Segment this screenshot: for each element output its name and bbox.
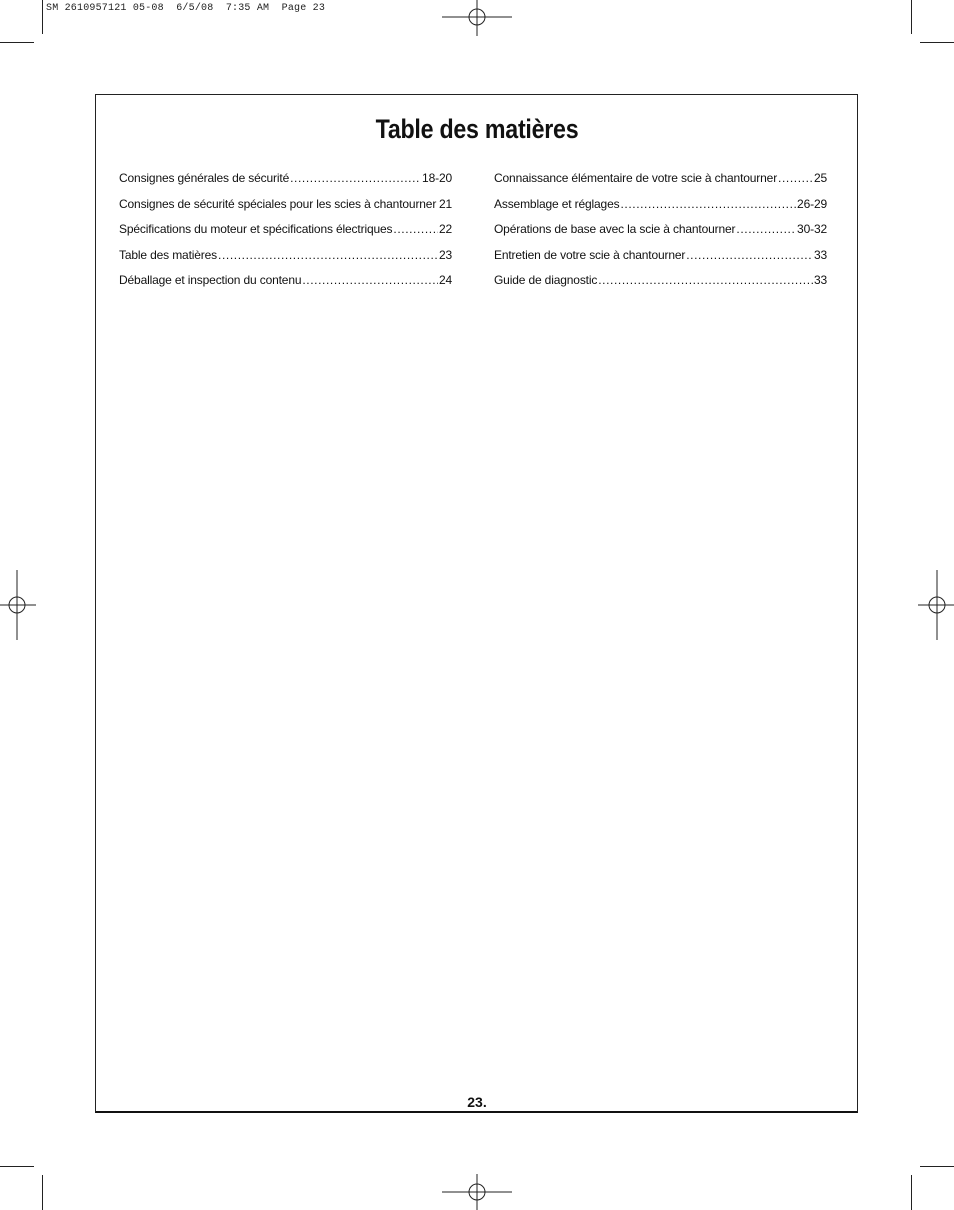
toc-entry-label: Consignes générales de sécurité [119, 171, 290, 185]
toc-entry[interactable] [119, 171, 452, 197]
toc-entry[interactable] [119, 273, 452, 299]
toc-entry[interactable] [494, 248, 827, 274]
toc-entry[interactable] [494, 171, 827, 197]
toc-entry[interactable] [119, 197, 452, 223]
toc-entry-page: 33 [813, 273, 827, 288]
toc-leader-dots [218, 248, 438, 262]
toc-entry-page: 26-29 [797, 196, 827, 211]
registration-mark-icon [442, 0, 512, 36]
page-title: Table des matières [375, 114, 579, 144]
toc-leader-dots [437, 197, 438, 211]
toc-leader-dots [393, 222, 438, 236]
crop-mark [42, 1175, 43, 1210]
toc-entry-label: Connaissance élémentaire de votre scie à chantourner [494, 171, 778, 185]
registration-mark-icon [442, 1174, 512, 1210]
crop-mark [0, 1166, 34, 1167]
registration-mark-icon [0, 570, 36, 640]
toc-entry-label: Spécifications du moteur et spécifications électriques [119, 222, 393, 237]
toc-entry-label: Table des matières [119, 247, 218, 262]
toc-entry-label: Entretien de votre scie à chantourner [494, 247, 686, 262]
toc-entry[interactable] [494, 222, 827, 248]
toc-entry-page: 21 [438, 196, 452, 211]
toc-entry-label: Assemblage et réglages [494, 196, 620, 211]
toc-entry-label: Déballage et inspection du contenu [119, 273, 302, 288]
crop-mark [0, 42, 34, 43]
toc-left-column [119, 171, 452, 299]
toc-leader-dots [686, 248, 813, 262]
toc-entry[interactable] [119, 248, 452, 274]
crop-mark [42, 0, 43, 34]
toc-entry-label: Opérations de base avec la scie à chantourner [494, 222, 736, 237]
toc-entry[interactable] [494, 273, 827, 299]
toc-entry-page: 23 [438, 247, 452, 262]
toc-entry[interactable] [494, 197, 827, 223]
toc-entry[interactable] [119, 222, 452, 248]
toc-entry-label: Guide de diagnostic [494, 273, 598, 288]
toc-leader-dots [736, 222, 796, 236]
toc-leader-dots [302, 273, 438, 287]
crop-mark [911, 1175, 912, 1210]
toc-leader-dots [620, 197, 796, 211]
toc-entry-page: 25 [813, 171, 827, 185]
toc-entry-page: 30-32 [797, 222, 827, 237]
toc-leader-dots [598, 273, 813, 287]
toc-entry-page: 18-20 [422, 171, 452, 185]
crop-mark [920, 1166, 954, 1167]
toc-entry-page: 24 [438, 273, 452, 288]
toc-entry-label: Consignes de sécurité spéciales pour les scies à chantourner [119, 196, 437, 211]
toc-right-column [494, 171, 827, 299]
print-slug: SM 2610957121 05-08 6/5/08 7:35 AM Page 23 [46, 3, 326, 14]
toc-leader-dots [778, 171, 813, 185]
registration-mark-icon [918, 570, 954, 640]
toc-entry-page: 22 [438, 222, 452, 237]
toc-entry-page: 33 [813, 247, 827, 262]
toc-leader-dots [290, 171, 421, 185]
crop-mark [920, 42, 954, 43]
crop-mark [911, 0, 912, 34]
page-number: 23. [467, 1094, 487, 1110]
